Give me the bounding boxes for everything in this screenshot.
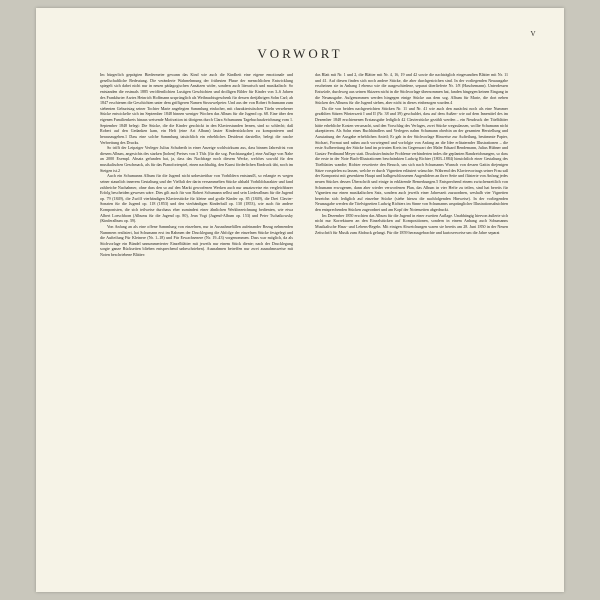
paragraph: So trifft der Leipziger Verleger Julius Schuberth in einer Anzeige wohlwirksam aus, dass binnen Jahresfrist von diesem Album, angesichts des starken [hohen] Preises von 3 Thlr. [für die sog. Prachtausgabe], eine Auflage von Nahe an 2000 Exempl. Absatz gefunden hat, ja, dass das Nachfrage noch diesem Werke, welches sowohl für den musikalischen Geschmack, als für das Pianofortespiel, einen nachhaltig, den Kunst förderlichen Eindruck übt, noch im Steigen ist.2 (100, 145, 293, 173)
paragraph: das Blatt mit Nr. 1 und 2, die Blätter mit Nr. 4, 16, 19 und 42 sowie die nachträglich eingesandten Blätter mit Nr. 11 und 41. Auf diesen finden sich noch andere Stücke, die aber durchgestrichen sind. In der vorliegenden Neuausgabe erscheinen sie in Anhang I ebenso wie die ausgeschiedene, separat überlieferte Nr. 1/8 (Haschemann). Unterdessen Entwürfe, durchweg aus seinen Skizzen nicht in die Stichvorlage übernommen hat, fanden hingegen keinen Eingang in die Neuausgabe. Aufgenommen werden hingegen einige Stücke aus dem sog. Album für Marie, die dort neben Stücken des Albums für die Jugend stehen, aber nicht in dieses einbezogen wurden.4 (315, 72, 508, 106)
column-right (315, 72, 508, 574)
page-title: VORWORT (257, 46, 343, 61)
document-page (36, 8, 564, 592)
paragraph: Im Dezember 1850 erschien das Album für die Jugend in einer zweiten Auflage. Unabhängig hiervon äußerte sich nicht nur Korrekturen an den Einzelstücken auf Kompositionen, sondern in einem Anhang auch Schumanns Musikalische Haus- und Lebens-Regeln. Mit einigen Abweichungen waren sie bereits am 28. Juni 1850 in der Neuen Zeitschrift für Musik zum Abdruck gelangt. Für die 1859 herausgebrachte und kurioserweise um die Jahre separat (315, 212, 508, 235)
paragraph: Im bürgerlich geprägten Biedermeier gewann das Kind wie auch die Kindheit eine eigene emotionale und gesellschaftliche Bedeutung. Die veränderte Wahrnehmung der frühesten Phase der menschlichen Entwicklung spiegelt sich dabei nicht nur in neuen pädagogischen Ansätzen wider, sondern auch literarisch und musikalisch: So entstanden die erstmals 1885 veröffentlichten Lustigen Geschichten und drolligen Bilder für Kinder von 3–6 Jahren des Frankfurter Arztes Heinrich Hoffmann ursprünglich als Weihnachtsgeschenk für dessen dreijährigen Sohn Carl; ab 1847 erschienen die Geschichten unter dem griffigeren Namen Struwwelpeter. Und aus der von Robert Schumann zum siebenten Geburtstag seiner Tochter Marie angelegten Sammlung einfacher, mit charakteristischen Titeln versehener Stücke entwickelte sich im September 1848 binnen weniger Wochen das Album für die Jugend op. 68. Eine über den eigenen Familienkreis hinaus weisende Motivation ist übrigens durch Clara Schumanns Tagebuchaufzeichnung vom 1. September 1848 belegt: Die Stücke, die die Kinder geschickt in den Klavierstunden lernen, sind so schlecht; daß Robert auf den Gedanken kam, ein Heft (eine Art Album) lauter Kinderstückchen zu komponieren und herauszugeben.1 Dass eine solche Sammlung tatsächlich ein erhebliches Desiderat darstellte, belegt die rasche Verbreitung des Drucks. (100, 72, 293, 145)
column-left (100, 72, 293, 574)
paragraph: Von Anfang an als eine offene Sammlung von einzelnen, nur in Ausnahmefällen aufeinander Bezug nehmenden Nummern realisiert, hat Schumann erst im Rahmen der Drucklegung die Abfolge der einzelnen Stücke festgelegt und die Aufteilung Für Kleinere (Nr. 1–18) und Für Erwachsenere (Nr. 19–43) vorgenommen. Dass war möglich, da als Stichvorlage ein Bündel unnummerierter Einzelblätter mit jeweils nur einem Stück diente; nach der Drucklegung sorgte ganze Rückseiten blieben entsprechend unbeschrieben). Ausnahmen betreffen nur zwei ausnahmsweise mit Noten beschriebene Blätter: (100, 223, 293, 257)
page-number: V (530, 30, 536, 38)
paragraph: Da die von beiden nachgereichten Stücken Nr. 11 und Nr. 41 wie auch den zunächst noch als eine Nummer gezählten Sätzen Winterszeit I und II (Nr. 38 und 39) geschuldet, dass auf dem Außen- wie auf dem Innentitel des im Dezember 1848 erschienenen Erstausgabe lediglich 42 Clavierstücke gezählt werden – ein Neudruck der Titelblätter hätte erhebliche Kosten verursacht, und den Vorschlag des Verlages, zwei Stücke wegzulassen, wollte Schumann nicht akzeptieren. Als Sohn eines Buchhändlers und Verlegers nahm Schumann oberhin an der gesamten Herstellung und Ausstattung der Ausgabe erheblichen Anteil; Er gab in der Stichvorlage Hinweise zur Aufteilung, bestimmte Papier, Stichart, Format und nahm auch vorwiegend und vorfolgte von Anfang an die Idee erläuternder Illustrationen – die erste Aufbereitung der Stücke fand im privaten Kreis im Gegenwart der Maler Eduard Bendemann, Julius Hübner und Gustav Ferdinand Meyer statt. Druckstechnische Probleme verhinderten indes die geplanten Randzeichnungen, so dass die erste in der Note Buch-Illustrationen beschränkten Ludwig Richter (1803–1884) hinsichtlich einer Gestaltung des Titelblattes wandte; Richter erweiterte den Besuch, um sich nach Schumanns Wunsch von dessen Gattin diejenigen Sätze vorspielen zu lassen, welche er durch Vignetten erläutert wünschte. Während des Klaviervortrags seiner Frau saß der Komponist mit gesenktem Haupt und halbgeschlossenen Augenlidern an ihrer Seite und flüsterte von Anfang jedes neuen Stückes dessen Überschrift und einige in erklärende Bemerkungen.5 Entsprechend einem zwischenzeitlich von Schumann erwogenen, dann aber wieder verworfenen Plan, das Album in vier Hefte zu teilen, sind hat bereits für Vignetten nur einen musikalischen Satz, sondern auch jeweils einer Jahreszeit zuzuordnen, weshalb vier Vignetten bezeichn sich lediglich auf einzelne Stücke (siehe hierzu die nachfolgenden Hinweise). In der vorliegenden Neuausgabe werden die Titelvignetten Ludwig Richters im Sinne von Schumanns ursprünglicher Illustrationsabsichten den entsprechenden Stücken zugeordnet und am Kopf der Notenseiten abgedruckt. (315, 105, 508, 212)
text-columns (100, 72, 508, 574)
paragraph: Auch ein Schumanns Album für die Jugend nicht unbestreitbar von Vorbildern entstand3, so erlangte es wegen seiner staunlich innerem Gestaltung und der Vielfalt der darin versammelten Stücke alsbald Vorbildcharakter und fand zahlreiche Nachahmer, ohne dass den so auf den Markt geworfenen Werken auch nur ansatzweise ein vergleichbarer Erfolg bescheiden gewesen wäre. Dies gilt auch für von Robert Schumann selbst und sein Liederalbum für die Jugend op. 79 (1849), die Zwölf vierhändigen Klavierstücke für kleine und große Kinder op. 85 (1849), die Drei Clavier-Sonaten für die Jugend op. 118 (1853) und den vierhändigen Kinderball op. 130 (1853), wie auch für andere Komponisten, die sich teilweise durchaus eher zumindest einer ähnlichen Werkbezeichnung bedienten, wie etwa Albert Loeschhorn (Albums für die Jugend op. 80), Jean Vogt (Jugend-Album op. 153) und Peter Tschaikowsky (Kinderalbum op. 39). (100, 173, 293, 224)
